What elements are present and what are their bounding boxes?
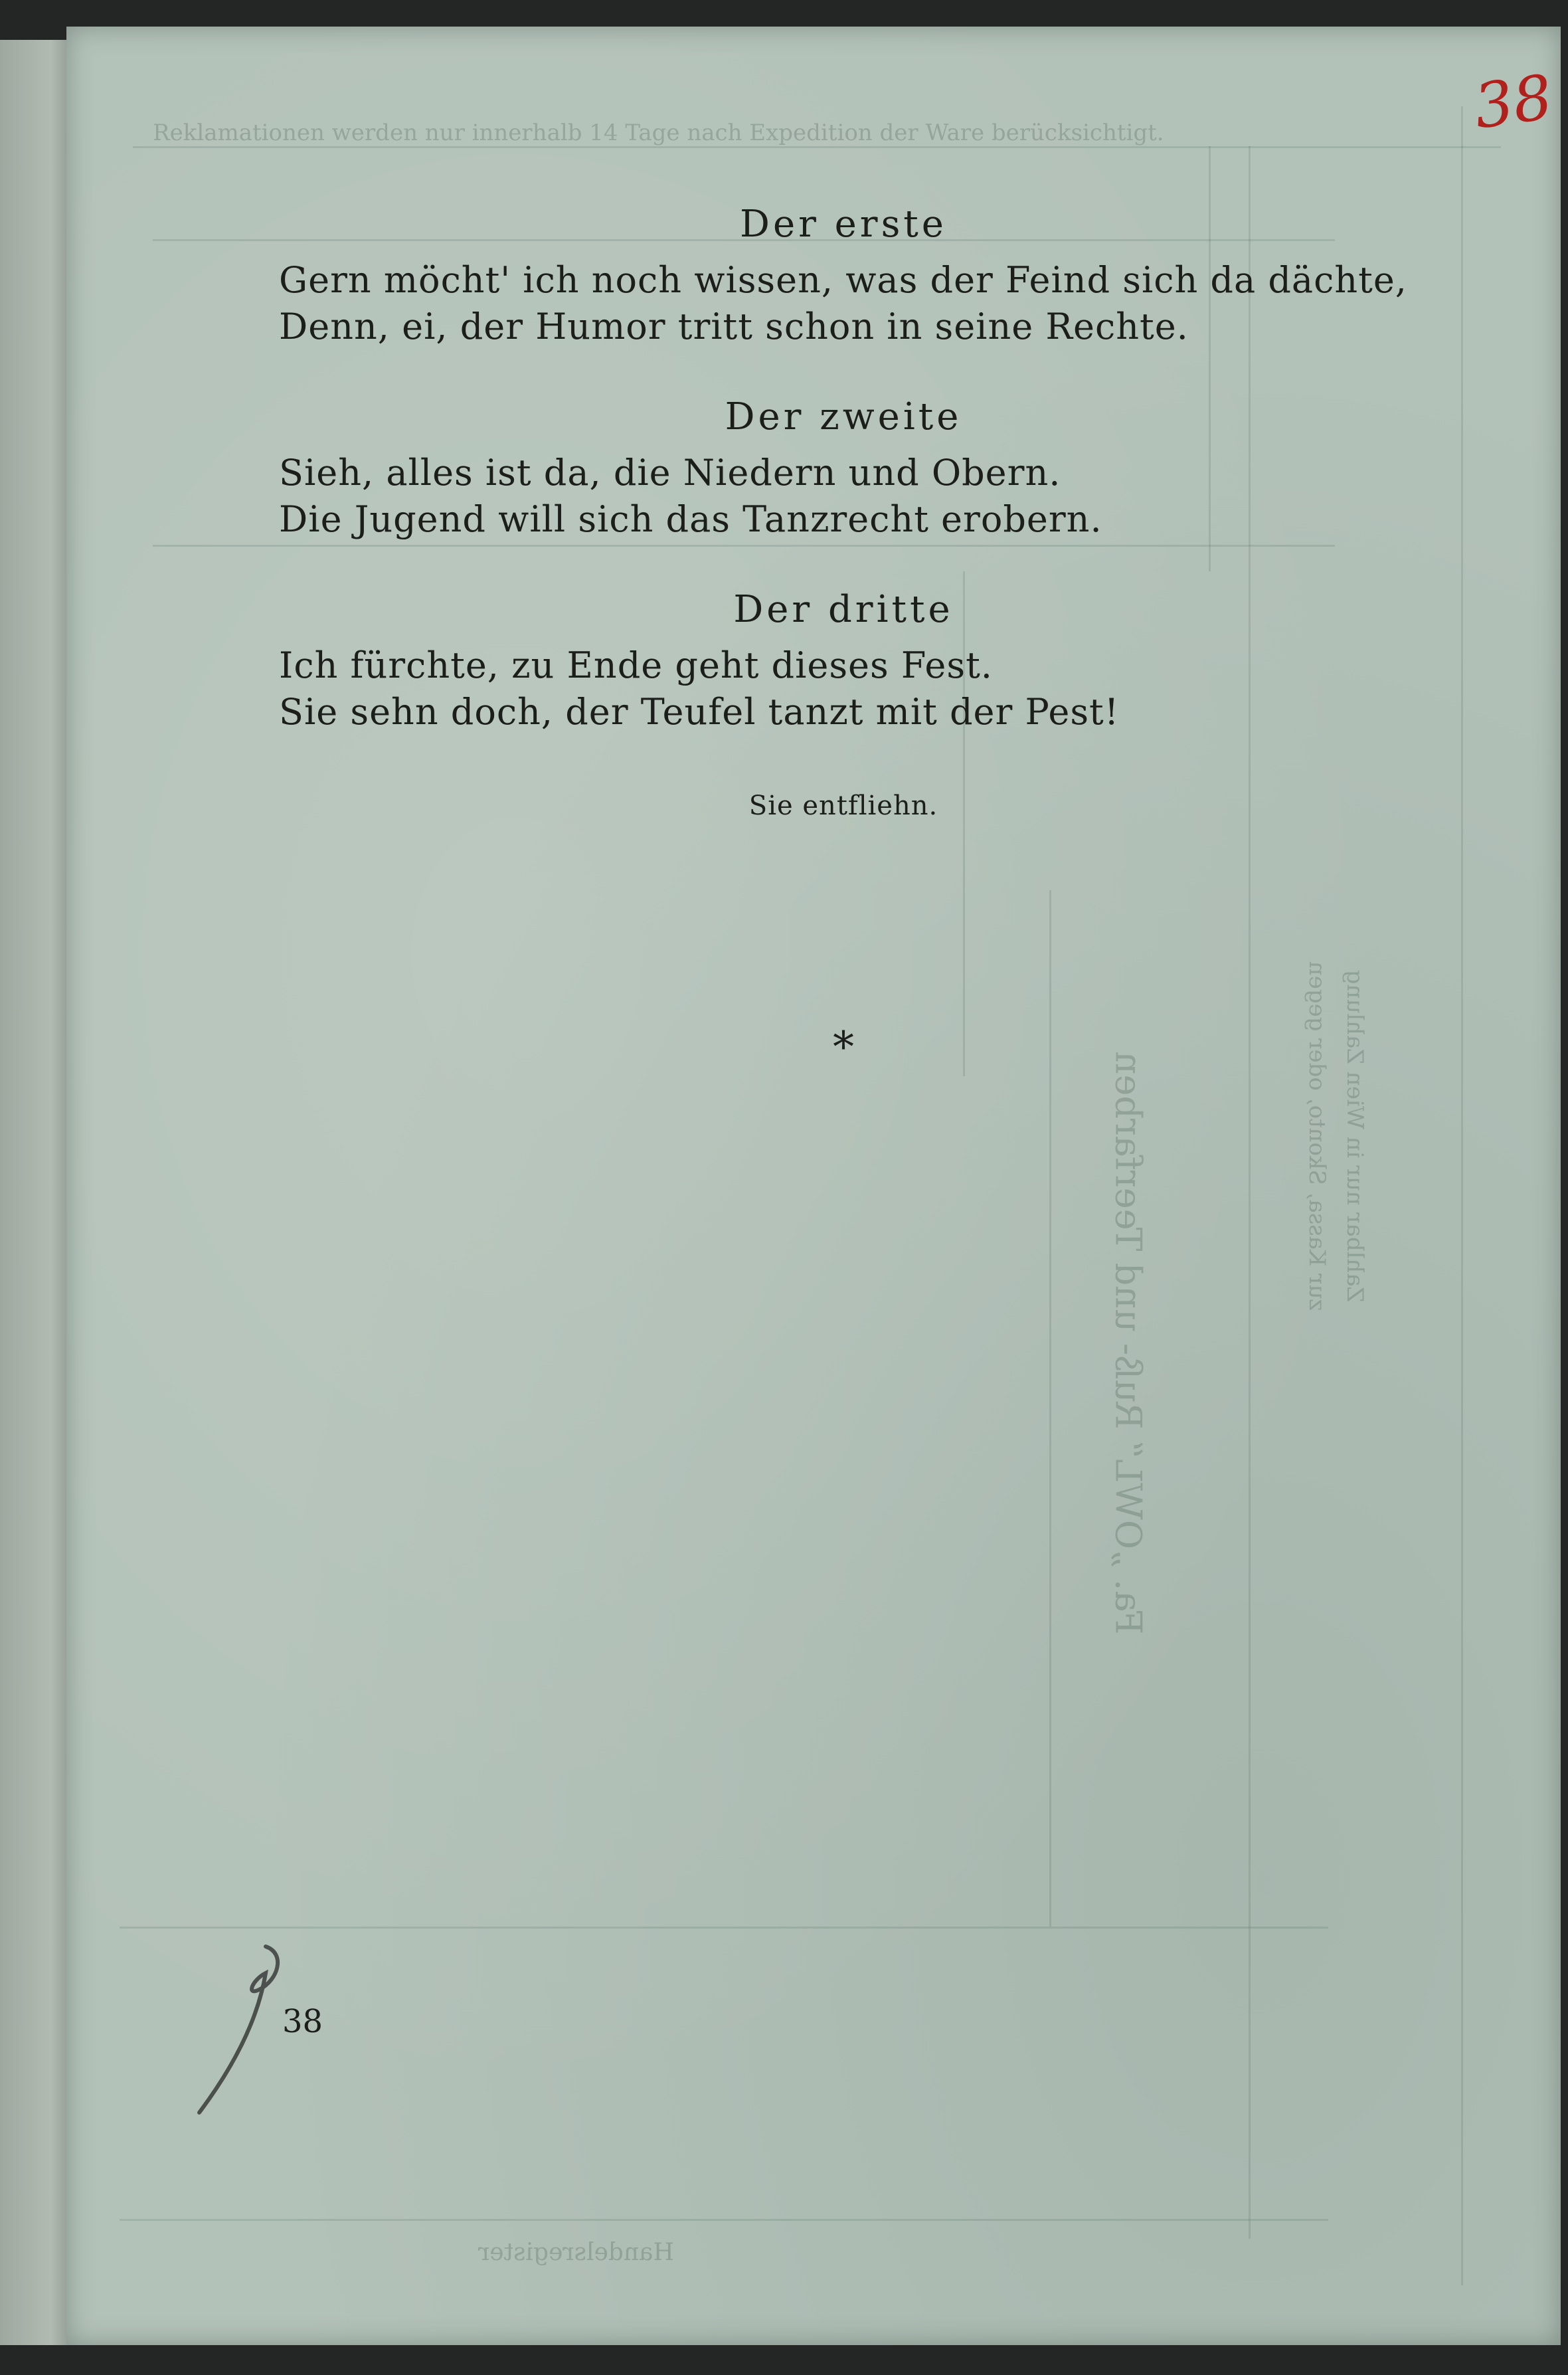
show-through-bottom-line: Handelsregister [478,2239,674,2266]
asterisk-ornament: * [833,1023,854,1072]
show-through-rule [120,1927,1328,1929]
show-through-rule [133,146,1501,148]
stage-direction: Sie entfliehn. [748,791,938,821]
verse-line: Sieh, alles ist da, die Niedern und Obern. [279,452,1061,494]
show-through-top-line: Reklamationen werden nur innerhalb 14 Tage nach Expedition der Ware berücksichtigt. [153,120,1164,146]
show-through-rule [120,2219,1328,2221]
verse-line: Ich fürchte, zu Ende geht dieses Fest. [279,644,993,686]
show-through-side-text: Zahlbar nur in Wien Zahlung [1342,969,1369,1303]
speaker-heading: Der dritte [733,588,954,631]
handwritten-folio-number: 38 [1470,61,1557,143]
verse-line: Die Jugend will sich das Tanzrecht erobern. [279,498,1102,540]
verse-line: Gern möcht' ich noch wissen, was der Feind sich da dächte, [279,259,1407,301]
show-through-rule [1249,146,1251,2239]
previous-page-edge [0,40,73,2345]
verse-line: Denn, ei, der Humor tritt schon in seine Rechte. [279,306,1189,347]
verse-line: Sie sehn doch, der Teufel tanzt mit der Pest! [279,691,1120,733]
speaker-heading: Der erste [740,203,947,246]
speaker-heading: Der zweite [725,395,962,438]
show-through-rule [1461,106,1463,2285]
pencil-mark [186,1940,292,2119]
show-through-side-text: zur Kassa, Skonto, oder gegen [1304,961,1331,1311]
show-through-vertical-stamp: Fa. „OWL“ Ruß- und Teerfarben [1107,1051,1150,1635]
page-number: 38 [282,2003,323,2040]
show-through-rule [153,545,1335,547]
